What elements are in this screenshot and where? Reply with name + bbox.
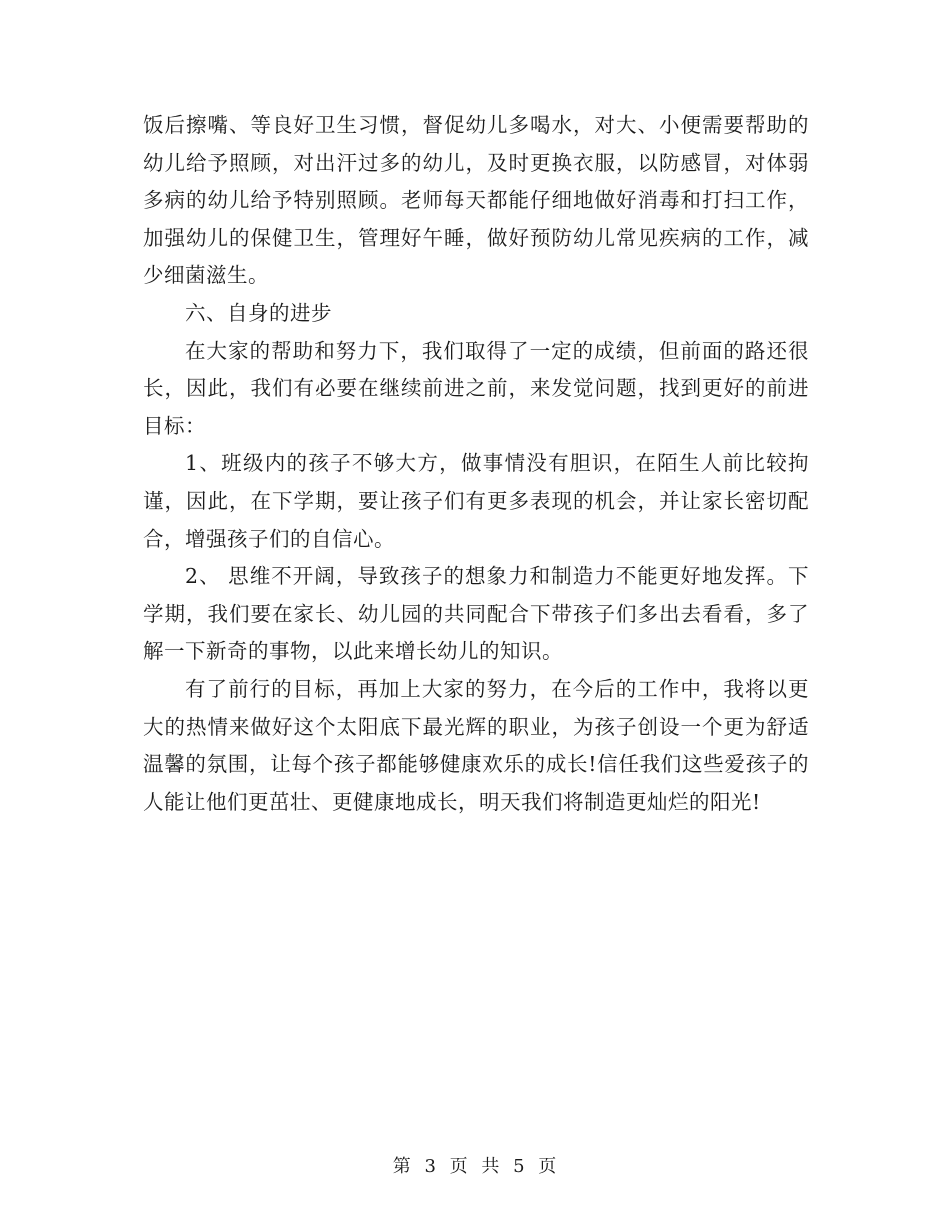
paragraph-conclusion: 有了前行的目标，再加上大家的努力，在今后的工作中，我将以更大的热情来做好这个太阳底下最光辉的职业，为孩子创设一个更为舒适温馨的氛围，让每个孩子都能够健康欢乐的成长!信任我们这些爱孩子的人能让他们更茁壮、更健康地成长，明天我们将制造更灿烂的阳光!: [143, 676, 809, 814]
paragraph-hygiene: 饭后擦嘴、等良好卫生习惯，督促幼儿多喝水，对大、小便需要帮助的幼儿给予照顾，对出汗过多的幼儿，及时更换衣服，以防感冒，对体弱多病的幼儿给予特别照顾。老师每天都能仔细地做好消毒和打扫工作，加强幼儿的保健卫生，管理好午睡，做好预防幼儿常见疾病的工作，减少细菌滋生。: [143, 113, 809, 288]
page-footer: [0, 1152, 950, 1178]
document-body: [143, 107, 809, 821]
page-label-mid: 页: [449, 1156, 469, 1177]
total-label: 共: [481, 1156, 501, 1177]
total-pages-number: 5: [513, 1156, 526, 1177]
current-page-number: 3: [424, 1156, 437, 1177]
section-heading-self-progress: 六、自身的进步: [185, 300, 332, 325]
paragraph-goal-2: 2、 思维不开阔，导致孩子的想象力和制造力不能更好地发挥。下学期，我们要在家长、幼儿园的共同配合下带孩子们多出去看看，多了解一下新奇的事物，以此来增长幼儿的知识。: [143, 564, 809, 664]
paragraph-progress-intro: 在大家的帮助和努力下，我们取得了一定的成绩，但前面的路还很长，因此，我们有必要在继续前进之前，来发觉问题，找到更好的前进目标：: [143, 338, 809, 438]
paragraph-goal-1: 1、班级内的孩子不够大方，做事情没有胆识，在陌生人前比较拘谨，因此，在下学期，要让孩子们有更多表现的机会，并让家长密切配合，增强孩子们的自信心。: [143, 451, 809, 551]
page-label-suffix: 页: [538, 1156, 558, 1177]
page-label-prefix: 第: [392, 1156, 412, 1177]
